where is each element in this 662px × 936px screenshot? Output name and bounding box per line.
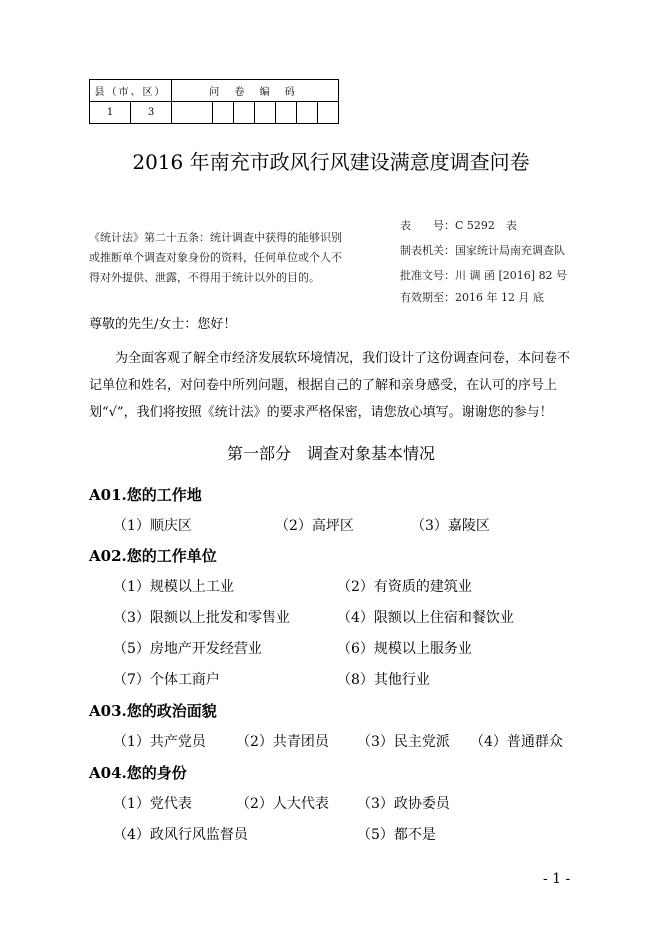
option[interactable]: （5）都不是 xyxy=(357,827,436,843)
section-title: 第一部分 调查对象基本情况 xyxy=(226,444,435,463)
form-number: 表 号：C 5292 表 xyxy=(400,219,517,232)
page-title: 2016 年南充市政风行风建设满意度调查问卷 xyxy=(132,150,530,174)
option[interactable]: （3）嘉陵区 xyxy=(411,518,490,534)
option[interactable]: （2）人大代表 xyxy=(236,796,329,812)
option[interactable]: （3）政协委员 xyxy=(357,796,450,812)
question-label: A01.您的工作地 xyxy=(89,486,202,504)
option[interactable]: （4）政风行风监督员 xyxy=(113,827,248,843)
option[interactable]: （1）共产党员 xyxy=(113,734,206,750)
option[interactable]: （2）有资质的建筑业 xyxy=(337,579,472,595)
option[interactable]: （1）顺庆区 xyxy=(113,518,192,534)
county-header: 县（市、区） xyxy=(90,80,172,102)
code-cell[interactable] xyxy=(213,102,234,124)
questionnaire-code-table xyxy=(89,79,339,124)
option[interactable]: （7）个体工商户 xyxy=(113,672,220,688)
option[interactable]: （4）普通群众 xyxy=(470,734,563,750)
option[interactable]: （4）限额以上住宿和餐饮业 xyxy=(337,610,514,626)
option[interactable]: （3）民主党派 xyxy=(357,734,450,750)
code-cell[interactable] xyxy=(297,102,318,124)
code-cell[interactable] xyxy=(255,102,276,124)
code-cell[interactable] xyxy=(276,102,297,124)
option[interactable]: （8）其他行业 xyxy=(337,672,430,688)
code-cell[interactable]: 3 xyxy=(131,102,172,124)
question-label: A03.您的政治面貌 xyxy=(89,702,217,720)
page-number: - 1 - xyxy=(543,871,571,887)
intro-paragraph: 为全面客观了解全市经济发展软环境情况，我们设计了这份调查问卷，本问卷不记单位和姓名，对问卷中所列问题，根据自己的了解和亲身感受，在认可的序号上划“√”，我们将按照《统计法》的要求严格保密，请您放心填写。谢谢您的参与！ xyxy=(89,351,571,420)
code-cell[interactable] xyxy=(234,102,255,124)
code-header: 问 卷 编 码 xyxy=(172,80,339,102)
option[interactable]: （2）高坪区 xyxy=(275,518,354,534)
form-meta xyxy=(400,213,567,308)
code-cell[interactable] xyxy=(172,102,213,124)
option[interactable]: （3）限额以上批发和零售业 xyxy=(113,610,290,626)
option[interactable]: （1）党代表 xyxy=(113,796,192,812)
code-cell[interactable] xyxy=(318,102,339,124)
option[interactable]: （5）房地产开发经营业 xyxy=(113,641,262,657)
greeting: 尊敬的先生/女士：您好！ xyxy=(89,317,237,332)
issuing-authority: 制表机关：国家统计局南充调查队 xyxy=(400,244,565,257)
validity-date: 有效期至：2016 年 12 月 底 xyxy=(400,291,544,304)
approval-number: 批准文号：川 调 函 [2016] 82 号 xyxy=(400,269,568,282)
option[interactable]: （2）共青团员 xyxy=(236,734,329,750)
option[interactable]: （6）规模以上服务业 xyxy=(337,641,472,657)
question-label: A04.您的身份 xyxy=(89,764,187,782)
statistics-law-note: 《统计法》第二十五条：统计调查中获得的能够识别或推断单个调查对象身份的资料，任何单位或个人不得对外提供、泄露，不得用于统计以外的目的。 xyxy=(89,231,342,284)
question-label: A02.您的工作单位 xyxy=(89,547,217,565)
option[interactable]: （1）规模以上工业 xyxy=(113,579,234,595)
code-cell[interactable]: 1 xyxy=(90,102,131,124)
